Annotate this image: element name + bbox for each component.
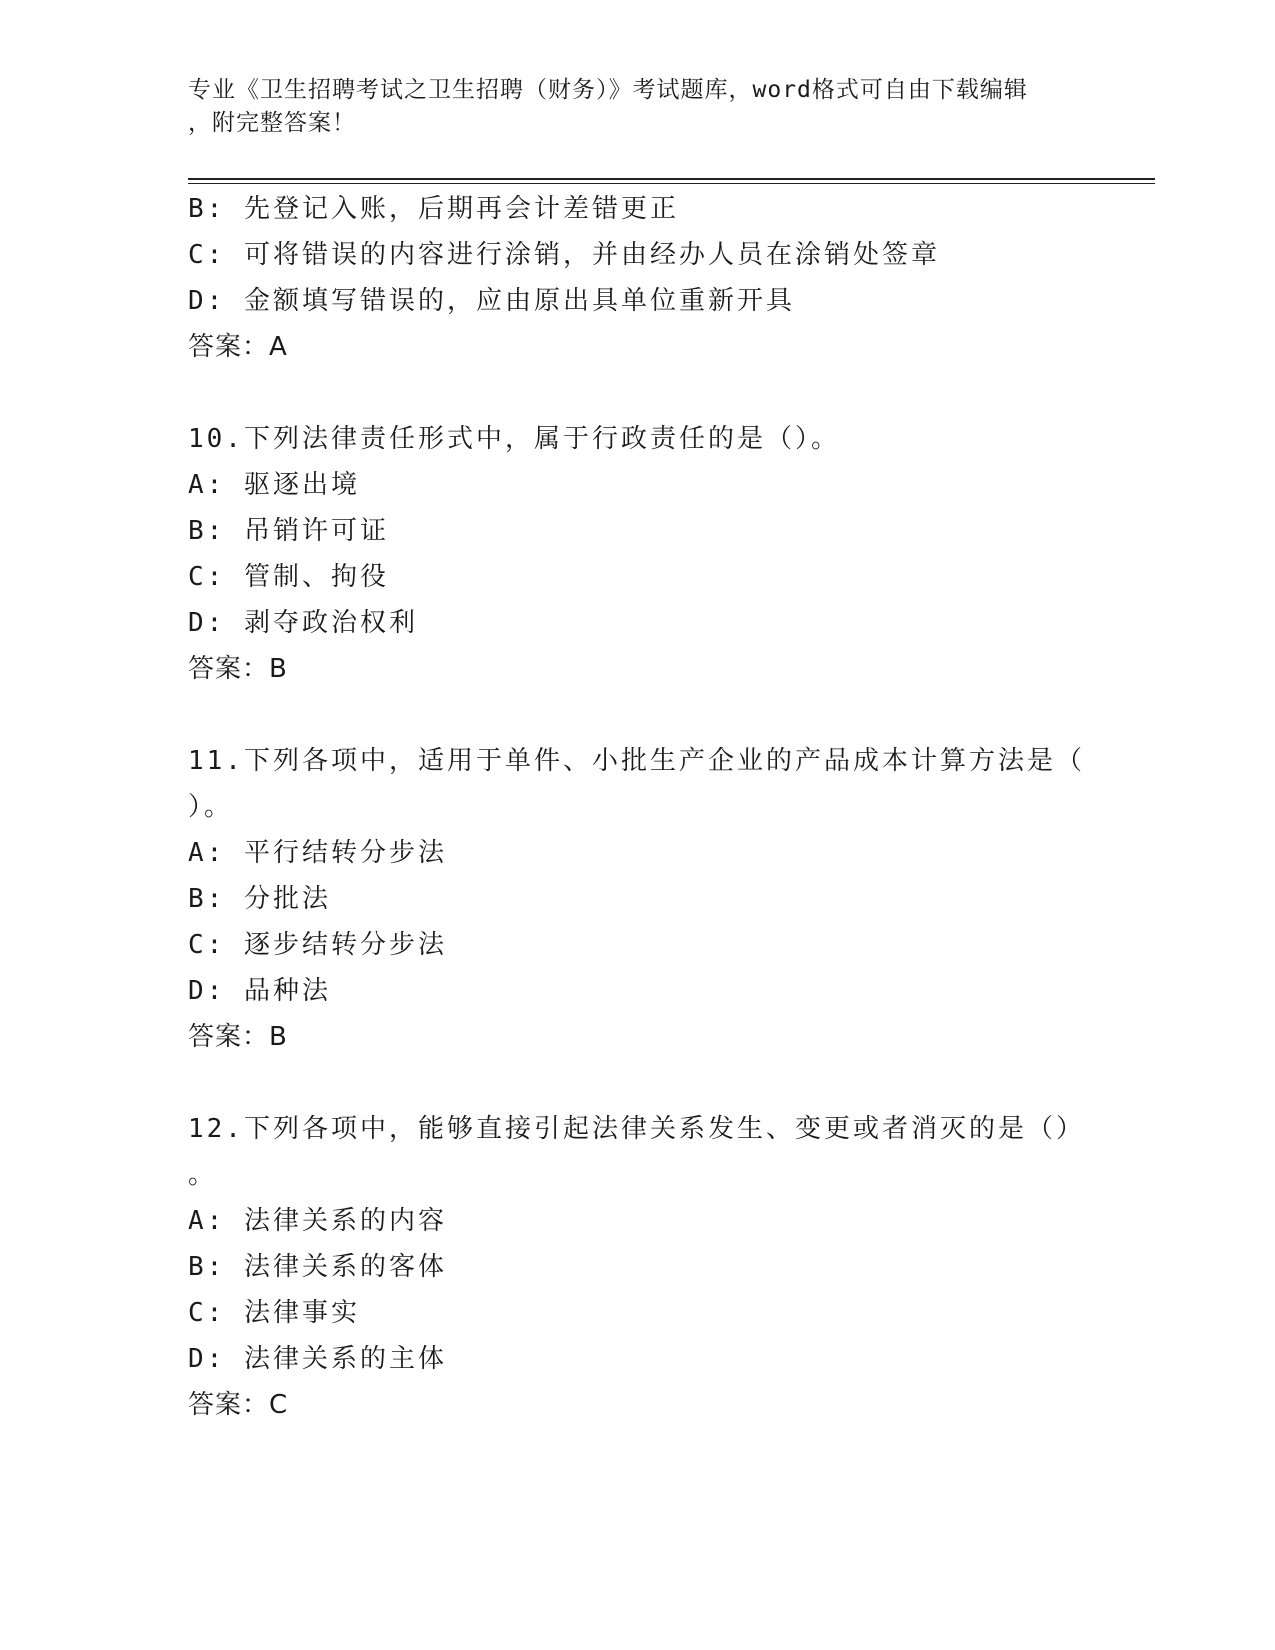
option-c: C: 管制、拘役 (188, 562, 389, 592)
option-b: B: 法律关系的客体 (188, 1252, 447, 1282)
question-list (188, 186, 1088, 1428)
spacer (188, 1060, 1088, 1106)
document-header (188, 74, 1068, 140)
option-c: C: 逐步结转分步法 (188, 930, 447, 960)
header-divider-thin (188, 183, 1155, 184)
question-text: 12.下列各项中，能够直接引起法律关系发生、变更或者消灭的是（） (188, 1114, 1085, 1144)
header-line-2: ，附完整答案！ (188, 110, 356, 136)
answer-text: 答案：C (188, 1390, 289, 1420)
option-b: B: 分批法 (188, 884, 331, 914)
spacer (188, 692, 1088, 738)
option-d: D: 品种法 (188, 976, 331, 1006)
option-c: C: 可将错误的内容进行涂销，并由经办人员在涂销处签章 (188, 240, 940, 270)
option-b: B: 吊销许可证 (188, 516, 389, 546)
question-block-12 (188, 1106, 1088, 1428)
question-text-continued: ）。 (188, 792, 234, 822)
question-text-continued: 。 (188, 1160, 218, 1190)
option-d: D: 剥夺政治权利 (188, 608, 418, 638)
option-b: B: 先登记入账，后期再会计差错更正 (188, 194, 679, 224)
option-a: A: 驱逐出境 (188, 470, 360, 500)
question-block-10 (188, 416, 1088, 692)
spacer (188, 370, 1088, 416)
question-block-11 (188, 738, 1088, 1060)
option-d: D: 法律关系的主体 (188, 1344, 447, 1374)
question-text: 11.下列各项中，适用于单件、小批生产企业的产品成本计算方法是（ (188, 746, 1085, 776)
header-divider (188, 178, 1155, 180)
option-a: A: 平行结转分步法 (188, 838, 447, 868)
option-d: D: 金额填写错误的，应由原出具单位重新开具 (188, 286, 795, 316)
header-line-1: 专业《卫生招聘考试之卫生招聘（财务）》考试题库，word格式可自由下载编辑 (188, 77, 1028, 103)
option-a: A: 法律关系的内容 (188, 1206, 447, 1236)
answer-text: 答案：A (188, 332, 288, 362)
option-c: C: 法律事实 (188, 1298, 360, 1328)
question-text: 10.下列法律责任形式中，属于行政责任的是（）。 (188, 424, 840, 454)
question-block-prev (188, 186, 1088, 370)
answer-text: 答案：B (188, 1022, 288, 1052)
answer-text: 答案：B (188, 654, 288, 684)
